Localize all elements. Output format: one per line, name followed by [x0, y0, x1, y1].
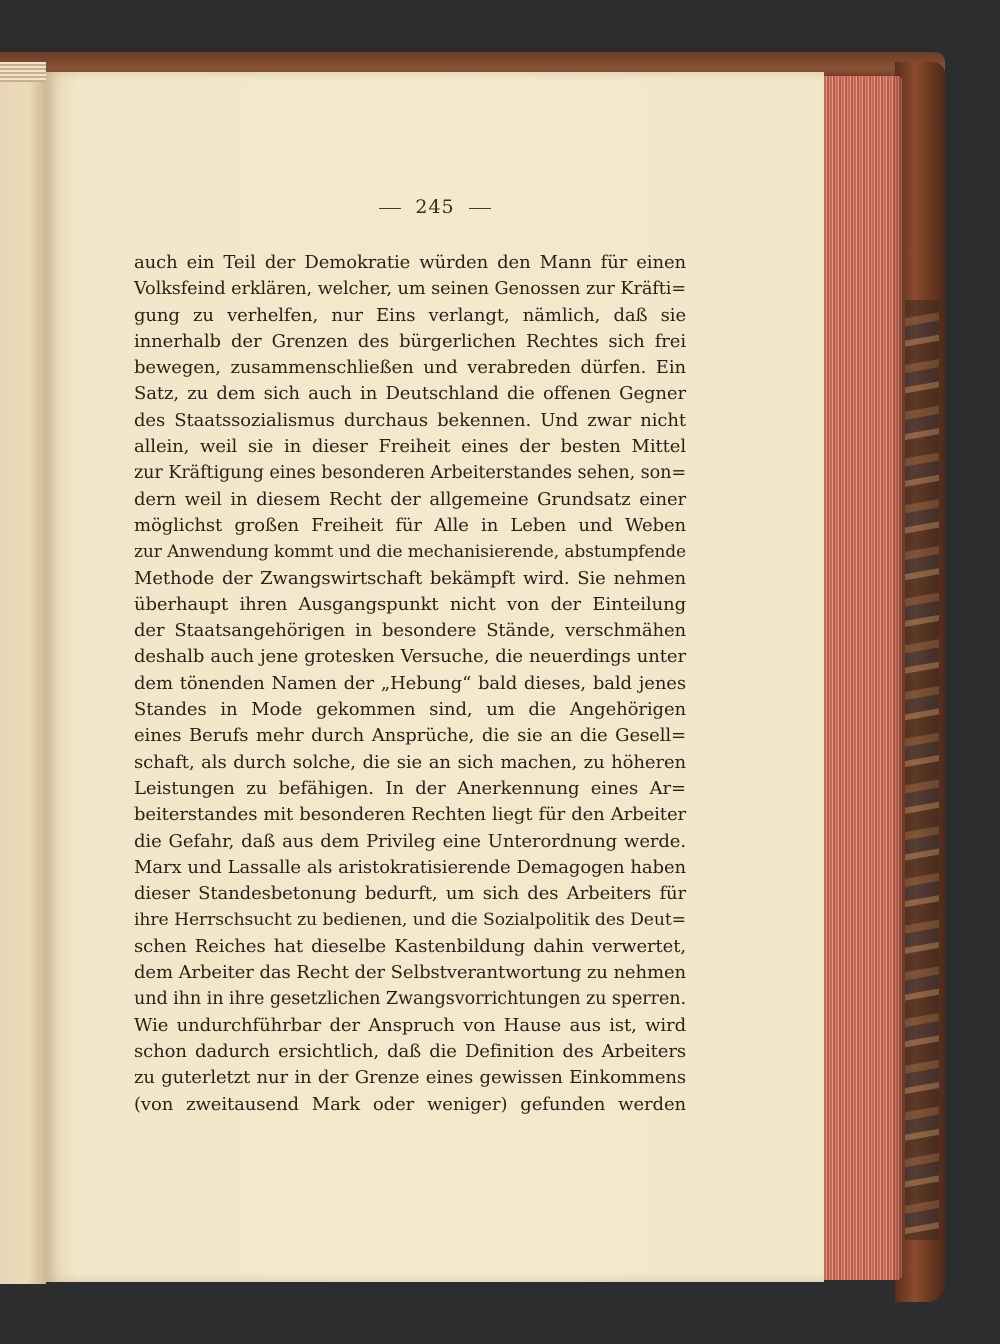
text-line: dem Arbeiter das Recht der Selbstverantwortung zu nehmen	[134, 962, 686, 984]
text-line: Leistungen zu befähigen. In der Anerkennung eines Ar=	[134, 777, 686, 799]
left-page-edges	[0, 62, 46, 82]
text-line: möglichst großen Freiheit für Alle in Leben und Weben	[134, 514, 686, 536]
header-dash-right	[469, 208, 491, 209]
text-line: dieser Standesbetonung bedurft, um sich des Arbeiters für	[134, 883, 686, 905]
text-line: überhaupt ihren Ausgangspunkt nicht von der Einteilung	[134, 593, 686, 615]
text-line: schaft, als durch solche, die sie an sich machen, zu höheren	[134, 751, 686, 773]
text-line: ihre Herrschsucht zu bedienen, und die Sozialpolitik des Deut=	[134, 910, 686, 931]
text-line: beiterstandes mit besonderen Rechten liegt für den Arbeiter	[134, 804, 686, 826]
body-text	[134, 250, 686, 1118]
left-page-strip	[0, 74, 46, 1284]
text-line: zu guterletzt nur in der Grenze eines gewissen Einkommens	[134, 1067, 686, 1089]
text-line: zur Kräftigung eines besonderen Arbeiterstandes sehen, son=	[134, 463, 686, 484]
text-line: deshalb auch jene grotesken Versuche, die neuerdings unter	[134, 646, 686, 668]
marbled-cover-pattern	[905, 300, 939, 1240]
text-line: schon dadurch ersichtlich, daß die Definition des Arbeiters	[134, 1040, 686, 1062]
text-line: Volksfeind erklären, welcher, um seinen Genossen zur Kräfti=	[134, 279, 686, 300]
text-line: dern weil in diesem Recht der allgemeine Grundsatz einer	[134, 488, 686, 510]
text-line: des Staatssozialismus durchaus bekennen. Und zwar nicht	[134, 409, 686, 431]
text-line: und ihn in ihre gesetzlichen Zwangsvorrichtungen zu sperren.	[134, 989, 686, 1010]
text-line: Methode der Zwangswirtschaft bekämpft wird. Sie nehmen	[134, 567, 686, 589]
text-line: eines Berufs mehr durch Ansprüche, die sie an die Gesell=	[134, 725, 686, 747]
text-line: schen Reiches hat dieselbe Kastenbildung dahin verwertet,	[134, 935, 686, 957]
text-line: Marx und Lassalle als aristokratisierende Demagogen haben	[134, 856, 686, 878]
text-line: die Gefahr, daß aus dem Privileg eine Unterordnung werde.	[134, 830, 686, 852]
text-line: zur Anwendung kommt und die mechanisierende, abstumpfende	[134, 542, 686, 563]
text-line: dem tönenden Namen der „Hebung“ bald dieses, bald jenes	[134, 672, 686, 694]
text-line: der Staatsangehörigen in besondere Stände, verschmähen	[134, 620, 686, 642]
text-line: auch ein Teil der Demokratie würden den Mann für einen	[134, 252, 686, 273]
text-line: bewegen, zusammenschließen und verabreden dürfen. Ein	[134, 357, 686, 379]
text-line: allein, weil sie in dieser Freiheit eines der besten Mittel	[134, 436, 686, 458]
text-line: (von zweitausend Mark oder weniger) gefunden werden	[134, 1093, 686, 1115]
text-line: innerhalb der Grenzen des bürgerlichen Rechtes sich frei	[134, 330, 686, 352]
page-block-edges	[824, 76, 902, 1280]
text-line: Satz, zu dem sich auch in Deutschland die offenen Gegner	[134, 383, 686, 405]
page-header	[46, 196, 824, 218]
header-dash-left	[379, 208, 401, 209]
text-line: gung zu verhelfen, nur Eins verlangt, nämlich, daß sie	[134, 304, 686, 326]
text-line: Standes in Mode gekommen sind, um die Angehörigen	[134, 699, 686, 721]
text-line: Wie undurchführbar der Anspruch von Hause aus ist, wird	[134, 1014, 686, 1036]
page-number: 245	[415, 196, 455, 218]
